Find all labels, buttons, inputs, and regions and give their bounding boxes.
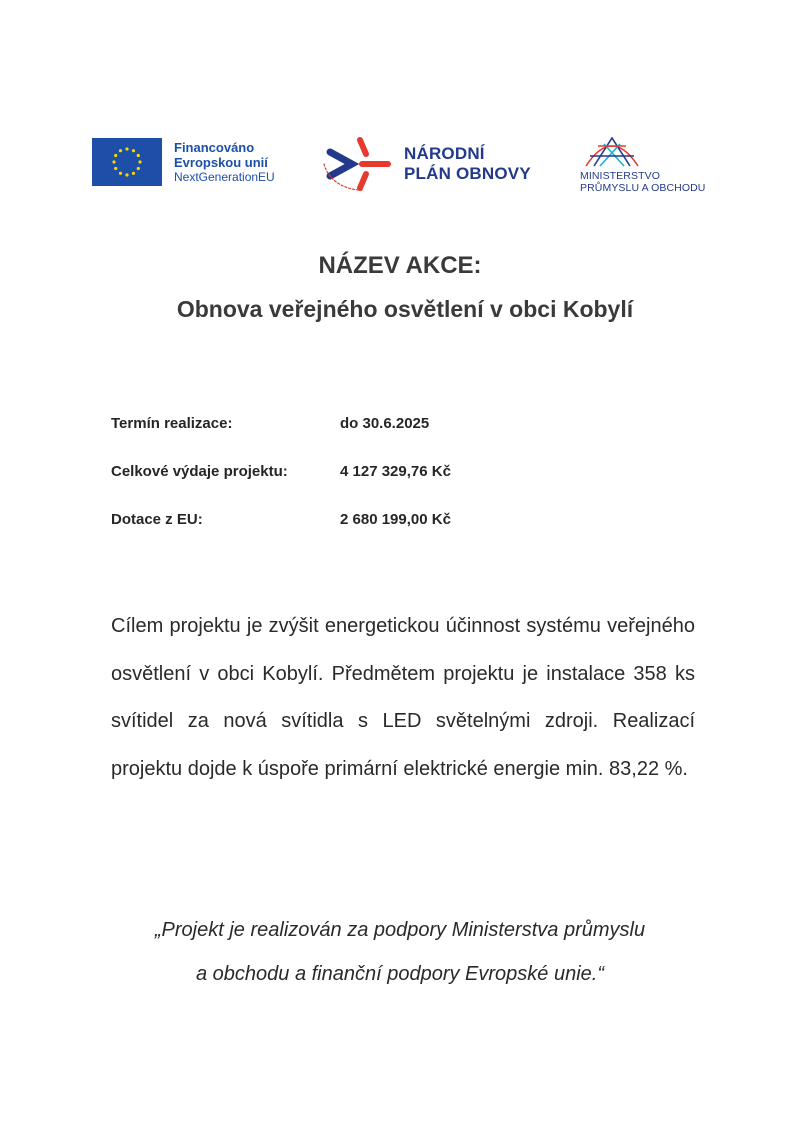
- logo-row: [0, 128, 800, 208]
- funding-quote-line1: „Projekt je realizován za podpory Ministerstva průmyslu: [154, 919, 646, 941]
- eu-flag-icon: [92, 138, 162, 186]
- eu-logo-text: [174, 140, 275, 185]
- npo-logo-line2: PLÁN OBNOVY: [404, 164, 531, 183]
- ministry-globe-icon: [580, 132, 644, 168]
- info-value: 2 680 199,00 Kč: [340, 511, 451, 528]
- eu-logo-line2: Evropskou unií: [174, 154, 268, 170]
- npo-logo-text: [404, 144, 531, 184]
- info-label: Celkové výdaje projektu:: [111, 463, 288, 480]
- narodni-plan-obnovy-logo: [322, 134, 531, 194]
- eu-logo-line3: NextGenerationEU: [174, 169, 275, 184]
- ministry-logo-text: [580, 170, 720, 194]
- ministry-logo-line1: MINISTERSTVO: [580, 170, 660, 182]
- project-description: Cílem projektu je zvýšit energetickou účinnost systému veřejného osvětlení v obci Kobylí. Předmětem projektu je instalace 358 ks svítidel za nová svítidla s LED světelnými zdroji. Realizací projektu dojde k úspoře primární elektrické energie min. 83,22 %.: [111, 615, 695, 780]
- ministry-logo: [580, 132, 720, 194]
- project-name: Obnova veřejného osvětlení v obci Kobylí: [176, 296, 634, 322]
- info-value: 4 127 329,76 Kč: [340, 463, 451, 480]
- eu-logo-line1: Financováno: [174, 139, 255, 155]
- ministry-logo-line2: PRŮMYSLU A OBCHODU: [580, 182, 706, 194]
- page-title: NÁZEV AKCE:: [318, 252, 482, 279]
- info-label: Termín realizace:: [111, 415, 233, 432]
- npo-logo-line1: NÁRODNÍ: [404, 144, 485, 163]
- info-value: do 30.6.2025: [340, 415, 430, 432]
- funding-quote: [100, 908, 700, 996]
- info-label: Dotace z EU:: [111, 511, 203, 528]
- npo-emblem-icon: [322, 134, 398, 194]
- eu-funding-logo: [92, 138, 275, 186]
- funding-quote-line2: a obchodu a finanční podpory Evropské unie.“: [195, 963, 605, 985]
